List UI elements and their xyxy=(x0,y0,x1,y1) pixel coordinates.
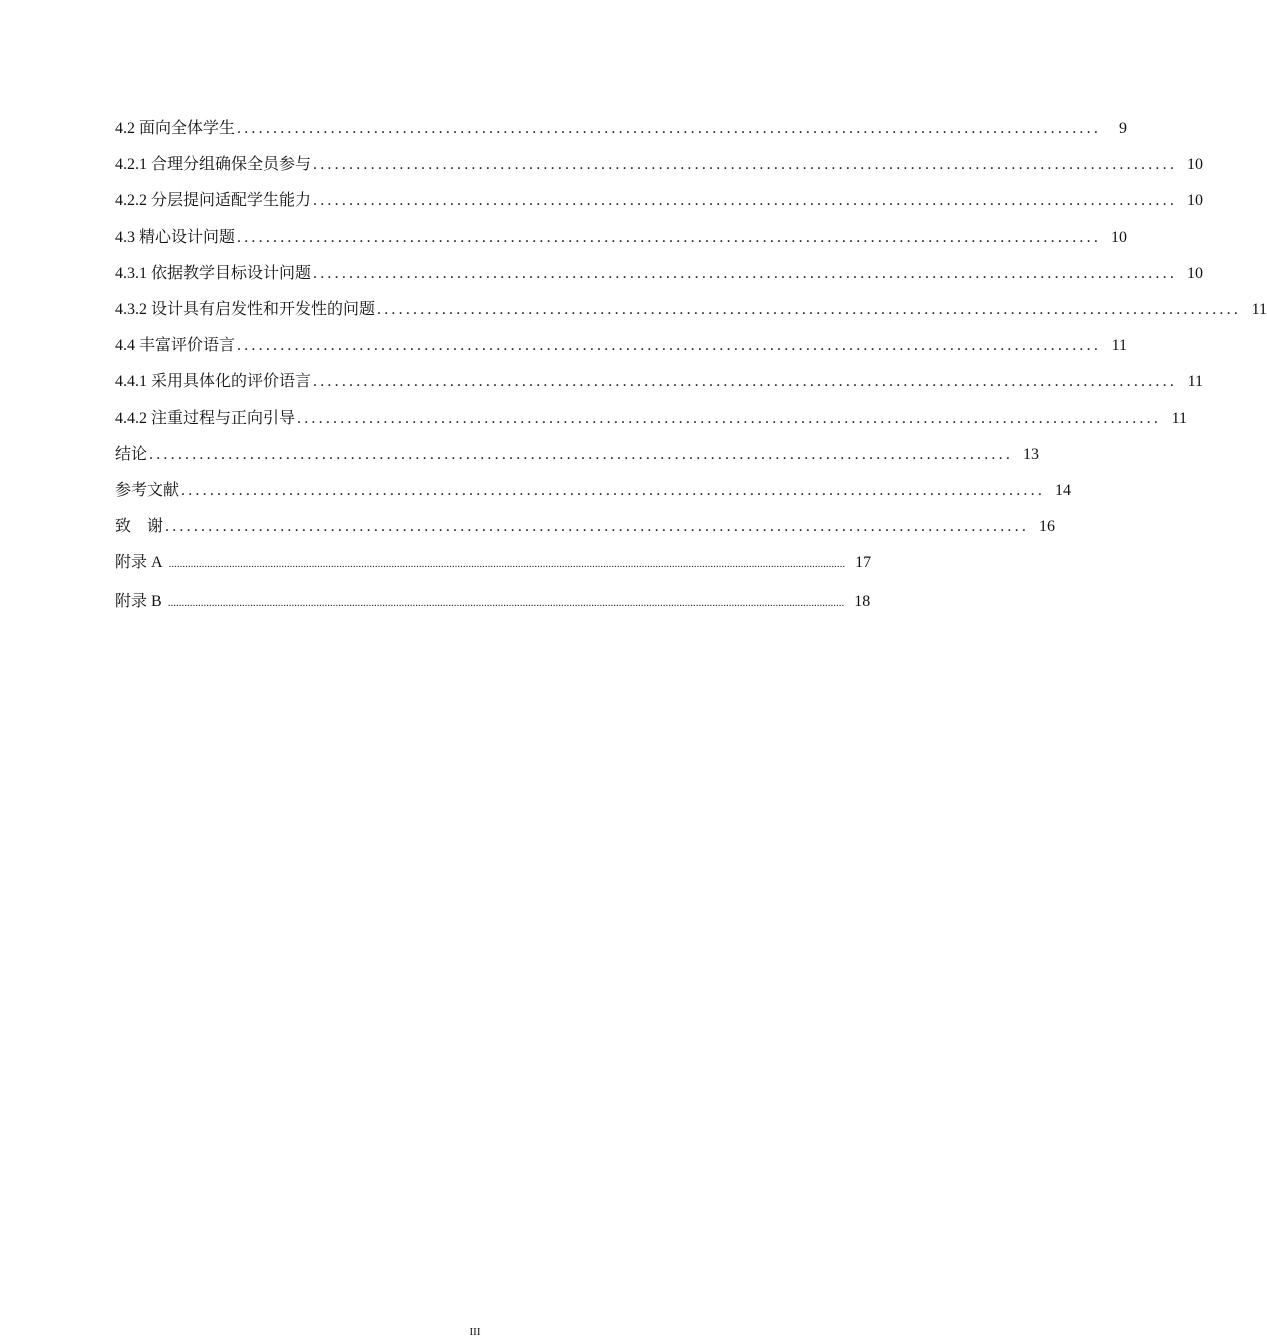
toc-leader-dots: ........................................................................................................................ xyxy=(181,481,1046,499)
toc-entry[interactable] xyxy=(115,335,1128,371)
toc-entry-page: 10 xyxy=(1187,192,1204,210)
toc-entry-title: 结论 xyxy=(115,445,148,463)
toc-entry-title: 致 谢 xyxy=(115,518,164,536)
toc-entry[interactable] xyxy=(115,263,1204,299)
toc-leader-dots: ........................................................................................................................ xyxy=(313,264,1178,282)
toc-entry[interactable] xyxy=(115,516,1056,552)
toc-leader-dots: ...................................................................................................................................................................................................................................................... xyxy=(167,597,845,610)
toc-entry[interactable] xyxy=(115,444,1040,480)
toc-entry[interactable] xyxy=(115,591,871,630)
toc-entry-title: 附录 B xyxy=(115,593,162,611)
toc-entry-page: 18 xyxy=(854,593,871,611)
toc-entry-title: 参考文献 xyxy=(115,481,180,499)
toc-entry[interactable] xyxy=(115,118,1128,154)
toc-entry-title: 4.3 精心设计问题 xyxy=(115,228,236,246)
toc-leader-dots: ........................................................................................................................ xyxy=(377,300,1242,318)
toc-entry-title: 附录 A xyxy=(115,554,163,572)
toc-entry-page: 10 xyxy=(1187,156,1204,174)
toc-entry-page: 11 xyxy=(1251,300,1267,318)
toc-leader-dots: ........................................................................................................................ xyxy=(237,337,1102,355)
toc-entry-page: 13 xyxy=(1023,445,1040,463)
toc-entry[interactable] xyxy=(115,299,1267,335)
toc-entry-page: 16 xyxy=(1039,518,1056,536)
toc-leader-dots: ........................................................................................................................ xyxy=(237,228,1102,246)
toc-entry-title: 4.2 面向全体学生 xyxy=(115,120,236,137)
toc-entry-page: 10 xyxy=(1187,264,1204,282)
toc-leader-dots: ........................................................................................................................ xyxy=(297,409,1162,427)
toc-leader-dots: ........................................................................................................................ xyxy=(149,445,1014,463)
toc-entry-title: 4.4 丰富评价语言 xyxy=(115,337,236,355)
toc-entry-page: 11 xyxy=(1111,337,1128,355)
toc-entry-title: 4.3.2 设计具有启发性和开发性的问题 xyxy=(115,300,376,318)
toc-entry-page: 14 xyxy=(1055,481,1072,499)
toc-entry[interactable] xyxy=(115,371,1204,407)
toc-entry-page: 11 xyxy=(1171,409,1188,427)
toc-entry-page: 11 xyxy=(1187,373,1204,391)
page-number: III xyxy=(469,1326,481,1338)
toc-entry-page: 9 xyxy=(1119,120,1128,137)
toc-leader-dots: ...................................................................................................................................................................................................................................................... xyxy=(168,558,846,571)
toc-entry-title: 4.2.1 合理分组确保全员参与 xyxy=(115,156,312,174)
toc-entry[interactable] xyxy=(115,154,1204,190)
table-of-contents xyxy=(115,118,1267,630)
toc-entry-title: 4.4.2 注重过程与正向引导 xyxy=(115,409,296,427)
toc-leader-dots: ........................................................................................................................ xyxy=(313,373,1178,391)
toc-entry[interactable] xyxy=(115,408,1188,444)
toc-entry[interactable] xyxy=(115,190,1204,226)
toc-entry[interactable] xyxy=(115,480,1072,516)
toc-entry-page: 17 xyxy=(855,554,872,572)
toc-entry-page: 10 xyxy=(1111,228,1128,246)
toc-leader-dots: ........................................................................................................................ xyxy=(313,156,1178,174)
toc-entry-title: 4.4.1 采用具体化的评价语言 xyxy=(115,373,312,391)
toc-entry-title: 4.2.2 分层提问适配学生能力 xyxy=(115,192,312,210)
toc-leader-dots: ........................................................................................................................ xyxy=(165,518,1030,536)
toc-leader-dots: ........................................................................................................................ xyxy=(237,120,1102,137)
toc-entry[interactable] xyxy=(115,227,1128,263)
toc-leader-dots: ........................................................................................................................ xyxy=(313,192,1178,210)
toc-entry[interactable] xyxy=(115,552,872,591)
toc-entry-title: 4.3.1 依据教学目标设计问题 xyxy=(115,264,312,282)
